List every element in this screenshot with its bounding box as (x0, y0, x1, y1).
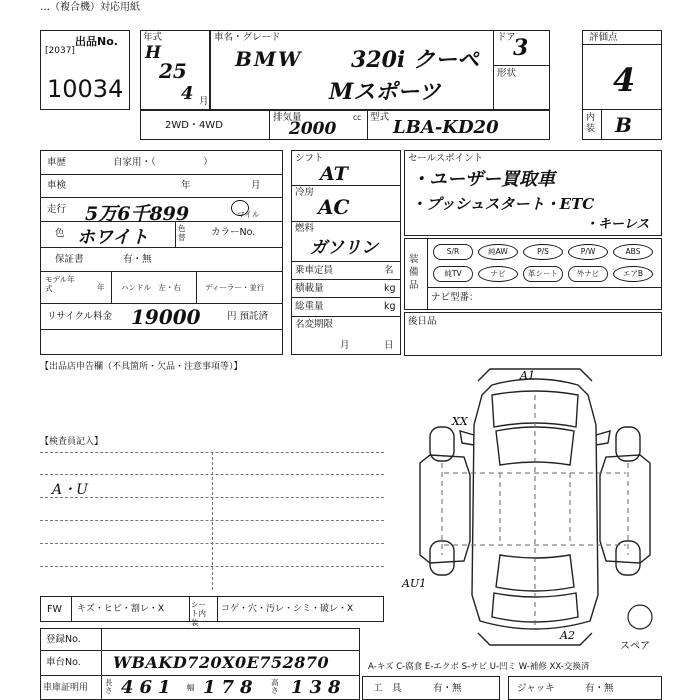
jack-box (508, 676, 662, 700)
mech-table (291, 150, 401, 355)
seat-label: シート内装 (191, 600, 206, 627)
equipment-item: 外ナビ (568, 266, 608, 282)
displacement: 2000 (289, 119, 337, 139)
equipment-item: ABS (613, 244, 653, 260)
spec-row (140, 110, 550, 140)
color-label: 色 (55, 228, 65, 239)
sales-point-box (404, 150, 662, 236)
capacity-unit: 名 (384, 265, 394, 276)
handle-label: ハンドル 左・右 (121, 283, 181, 292)
recycle-value: 19000 (131, 305, 201, 329)
sales-line3: ・キーレス (585, 217, 650, 232)
displacement-unit: cc (353, 113, 362, 122)
reg-no-label: 登録No. (46, 634, 81, 645)
make: BMW (235, 47, 303, 71)
code-legend: A-キズ C-腐食 E-エクボ S-サビ U-凹ミ W-補修 XX-交換済 (368, 662, 590, 672)
dealer-label: ディーラー・並行 (205, 283, 265, 292)
equipment-item: 純TV (433, 266, 473, 282)
inspector-note: A・U (52, 482, 88, 498)
load-label: 積載量 (295, 283, 324, 294)
reg-month: 月 (340, 340, 350, 351)
color-value: ホワイト (77, 227, 149, 248)
jack-options: 有・無 (585, 683, 614, 694)
sales-line1: ・ユーザー買取車 (411, 169, 555, 190)
equipment-label: 装備品 (409, 254, 419, 291)
year-box (140, 30, 210, 110)
color-change-label: 色替 (178, 224, 186, 242)
exhibit-code: [2037] (45, 46, 75, 56)
fuel-label: 燃料 (295, 223, 315, 234)
inspection-month-unit: 月 (251, 180, 261, 191)
displacement-label: 排気量 (273, 112, 302, 123)
fw-row (40, 596, 384, 627)
declaration-label: 【出品店申告欄（不具箇所・欠品・注意事項等）】 (40, 362, 243, 372)
name-box (210, 30, 550, 110)
width-label: 幅 (187, 683, 195, 692)
equipment-item: P/S (523, 244, 563, 260)
recycle-label: リサイクル料金 (47, 311, 113, 322)
inspector-label: 【検査員記入】 (40, 437, 104, 447)
score-label: 評価点 (589, 32, 618, 43)
len: 461 (121, 677, 177, 698)
len-label: 長さ (105, 678, 113, 695)
model: 320i クーペ (351, 47, 479, 73)
sales-label: セールスポイント (408, 153, 484, 164)
month-suffix: 月 (199, 96, 209, 107)
reg-day: 日 (384, 340, 394, 351)
weight-label: 総重量 (295, 301, 324, 312)
mark-XX: XX (452, 415, 468, 428)
equipment-item: P/W (568, 244, 608, 260)
height: 138 (291, 677, 347, 698)
grade: Mスポーツ (329, 79, 441, 105)
top-line: …（複合機）対応用紙 (40, 2, 140, 13)
doors-label: ドア (497, 32, 516, 43)
model-year-label: モデル年式 (45, 275, 75, 293)
equipment-item: 純AW (478, 244, 518, 260)
exhibit-no-box (40, 30, 130, 110)
score: 4 (613, 61, 636, 99)
recycle-unit: 円 預託済 (227, 311, 269, 322)
tools-box (362, 676, 500, 700)
score-box (582, 30, 662, 140)
tools-options: 有・無 (433, 683, 462, 694)
load-unit: kg (384, 283, 396, 294)
mark-A1: A1 (520, 369, 535, 382)
type: LBA-KD20 (393, 117, 499, 138)
spare-label: スペア (620, 641, 650, 650)
navi-type-label: ナビ型番： (431, 292, 479, 303)
shift-label: シフト (295, 153, 324, 164)
equipment-item: S/R (433, 244, 473, 260)
drive-label: 2WD・4WD (165, 120, 223, 131)
inspection-label: 車検 (47, 180, 67, 191)
history-options: 自家用・（ ） (113, 157, 213, 168)
capacity-label: 乗車定員 (295, 265, 334, 276)
seat-text: コゲ・穴・汚レ・シミ・破レ・X (221, 604, 354, 614)
shift: AT (320, 163, 348, 185)
exhibit-no: 10034 (47, 75, 124, 103)
mileage-value: 5万6千899 (85, 203, 190, 225)
car-diagram (400, 365, 670, 650)
equipment-item: ナビ (478, 266, 518, 282)
cert-label: 車庫証明用 (43, 683, 89, 693)
year-label: 年式 (143, 32, 163, 43)
weight-unit: kg (384, 301, 396, 312)
history-label: 車歴 (47, 157, 67, 168)
year: 25 (159, 59, 187, 83)
mileage-unit: マイル (237, 210, 260, 219)
mark-AU1: AU1 (402, 577, 427, 590)
exhibit-no-label: 出品No. (75, 35, 118, 48)
shape-label: 形状 (497, 68, 517, 79)
jack-label: ジャッキ (517, 683, 555, 694)
fuel: ガソリン (310, 238, 378, 258)
warranty-options: 有・無 (123, 254, 152, 265)
sales-line2: ・プッシュスタート・ETC (411, 195, 595, 213)
height-label: 高さ (271, 678, 279, 695)
history-table (40, 150, 283, 355)
footer-box (40, 628, 360, 700)
interior: B (615, 113, 632, 137)
type-label: 型式 (370, 112, 390, 123)
ac: AC (318, 195, 350, 219)
post-date-label: 後日品 (408, 316, 437, 327)
interior-label: 内装 (586, 113, 596, 134)
era: H (145, 43, 162, 63)
name-label: 車名・グレード (214, 32, 281, 43)
color-no-label: カラーNo. (211, 227, 256, 238)
mileage-label: 走行 (47, 204, 67, 215)
model-year-unit: 年 (97, 283, 105, 292)
equipment-item: 革シート (523, 266, 563, 282)
chassis-no: WBAKD720X0E752870 (113, 653, 330, 672)
chassis-label: 車台No. (46, 657, 81, 668)
equipment-item: エアB (613, 266, 653, 282)
ac-label: 冷房 (295, 187, 315, 198)
post-date-box (404, 312, 662, 356)
month: 4 (181, 83, 194, 104)
fw-text: キズ・ヒビ・割レ・X (77, 604, 164, 614)
equipment-box (404, 238, 662, 310)
mark-A2: A2 (560, 629, 575, 642)
tools-label: 工 具 (373, 683, 402, 694)
fw-label: FW (47, 604, 62, 615)
width: 178 (203, 677, 259, 698)
reg-change-label: 名変期限 (295, 319, 334, 330)
doors: 3 (513, 35, 529, 61)
warranty-label: 保証書 (55, 254, 84, 265)
inspection-year-unit: 年 (181, 180, 191, 191)
